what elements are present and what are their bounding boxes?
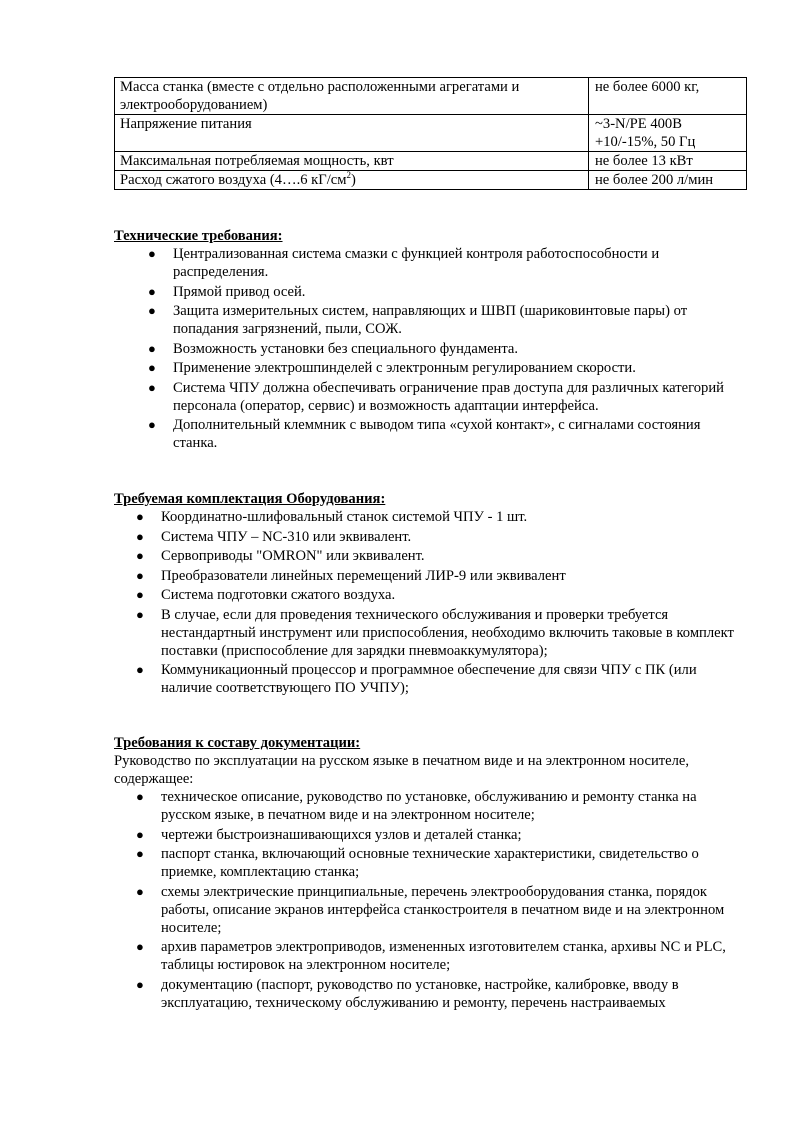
bullet-icon: ● (136, 567, 144, 583)
list-item (136, 826, 744, 846)
list-item-text: документацию (паспорт, руководство по установке, настройке, калибровке, вводу в эксплуатацию, техническому обслуживанию и ремонту, перечень настраиваемых (161, 976, 679, 1011)
list-item (136, 845, 744, 883)
section-heading: Требуемая комплектация Оборудования: (114, 491, 386, 507)
bullet-icon: ● (136, 976, 144, 992)
table-cell-value: ~3-N/PE 400В +10/-15%, 50 Гц (589, 115, 747, 152)
list-item-text: Защита измерительных систем, направляющих и ШВП (шариковинтовые пары) от попадания загрязнений, пыли, СОЖ. (173, 303, 688, 337)
list-item-text: чертежи быстроизнашивающихся узлов и деталей станка; (161, 826, 522, 843)
table-row (115, 152, 747, 171)
list-item (136, 976, 744, 1014)
table-cell-value: не более 13 кВт (589, 152, 747, 171)
list-item (136, 883, 744, 939)
list-item-text: Возможность установки без специального фундамента. (173, 340, 519, 357)
table-row (115, 78, 747, 115)
list-item-text: Система ЧПУ должна обеспечивать ограничение прав доступа для различных категорий персонала (оператор, сервис) и возможность адаптации интерфейса. (173, 379, 724, 414)
bullet-icon: ● (136, 883, 144, 899)
bullet-icon: ● (136, 789, 144, 804)
list-item-text: В случае, если для проведения технического обслуживания и проверки требуется нестандартный инструмент или приспособления, необходимо включить таковые в комплект поставки (приспособление для зарядки пневмоаккумулятора); (161, 606, 734, 659)
section-heading: Требования к составу документации: (114, 735, 361, 751)
list-item (148, 245, 744, 283)
documentation-list (136, 788, 744, 1013)
list-item-text: техническое описание, руководство по установке, обслуживанию и ремонту станка на русском языке, в печатном виде и на электронном носителе; (161, 789, 697, 823)
bullet-icon: ● (136, 846, 144, 861)
list-item (136, 547, 744, 567)
bullet-icon: ● (136, 548, 144, 563)
bullet-icon: ● (148, 303, 156, 318)
list-item (148, 416, 744, 454)
list-item (148, 379, 744, 417)
documentation-section (114, 734, 744, 1013)
bullet-icon: ● (136, 587, 144, 602)
table-row (115, 115, 747, 152)
list-item-text: Координатно-шлифовальный станок системой ЧПУ - 1 шт. (161, 509, 528, 525)
table-cell-param (115, 171, 589, 190)
tech-requirements-section (114, 227, 744, 454)
bullet-icon: ● (148, 379, 156, 395)
list-item (136, 788, 744, 826)
bullet-icon: ● (136, 662, 144, 677)
list-item (136, 661, 744, 699)
bullet-icon: ● (136, 606, 144, 622)
bullet-icon: ● (136, 528, 144, 544)
bullet-icon: ● (148, 283, 156, 299)
list-item-text: Сервоприводы "OMRON" или эквивалент. (161, 548, 425, 564)
param-text: Расход сжатого воздуха (4….6 кГ/см (120, 172, 347, 188)
param-text-suffix: ) (350, 172, 356, 188)
bullet-icon: ● (148, 417, 156, 432)
list-item (148, 359, 744, 379)
table-cell-value: не более 200 л/мин (589, 171, 747, 190)
bullet-icon: ● (136, 826, 144, 842)
table-cell-param: Максимальная потребляемая мощность, квт (115, 152, 589, 171)
list-item (136, 938, 744, 976)
spec-table (114, 77, 747, 190)
table-cell-value: не более 6000 кг, (589, 78, 747, 115)
list-item-text: Дополнительный клеммник с выводом типа «сухой контакт», с сигналами состояния станка. (173, 417, 701, 451)
list-item-text: Прямой привод осей. (173, 283, 306, 300)
bullet-icon: ● (136, 509, 144, 524)
list-item-text: Преобразователи линейных перемещений ЛИР-9 или эквивалент (161, 567, 566, 584)
bullet-icon: ● (148, 246, 156, 261)
list-item (136, 567, 744, 587)
list-item-text: Применение электрошпинделей с электронным регулированием скорости. (173, 360, 636, 376)
table-row (115, 171, 747, 190)
list-item (136, 508, 744, 528)
list-item (136, 606, 744, 662)
section-intro: Руководство по эксплуатации на русском языке в печатном виде и на электронном носителе, содержащее: (114, 753, 690, 787)
table-cell-param: Масса станка (вместе с отдельно расположенными агрегатами и электрооборудованием) (115, 78, 589, 115)
bullet-icon: ● (136, 939, 144, 954)
equipment-list (136, 508, 744, 699)
superscript: 2 (346, 170, 351, 181)
tech-requirements-list (148, 245, 744, 454)
list-item-text: Система ЧПУ – NC-310 или эквивалент. (161, 528, 412, 545)
list-item-text: Коммуникационный процессор и программное обеспечение для связи ЧПУ с ПК (или наличие соответствующего ПО УЧПУ); (161, 662, 697, 696)
list-item-text: Система подготовки сжатого воздуха. (161, 587, 396, 603)
list-item-text: схемы электрические принципиальные, перечень электрооборудования станка, порядок работы, описание экранов интерфейса станкостроителя в печатном виде и на электронном носителе; (161, 883, 725, 936)
list-item (148, 302, 744, 340)
bullet-icon: ● (148, 340, 156, 356)
list-item (148, 340, 744, 360)
list-item-text: паспорт станка, включающий основные технические характеристики, свидетельство о приемке, комплектацию станка; (161, 846, 699, 880)
section-heading: Технические требования: (114, 228, 283, 244)
list-item (136, 586, 744, 606)
bullet-icon: ● (148, 360, 156, 375)
list-item-text: Централизованная система смазки с функцией контроля работоспособности и распределения. (173, 246, 660, 280)
table-cell-param: Напряжение питания (115, 115, 589, 152)
equipment-section (114, 490, 744, 699)
list-item (148, 283, 744, 303)
list-item (136, 528, 744, 548)
list-item-text: архив параметров электроприводов, измененных изготовителем станка, архивы NC и PLC, таблицы юстировок на электронном носителе; (161, 939, 726, 973)
